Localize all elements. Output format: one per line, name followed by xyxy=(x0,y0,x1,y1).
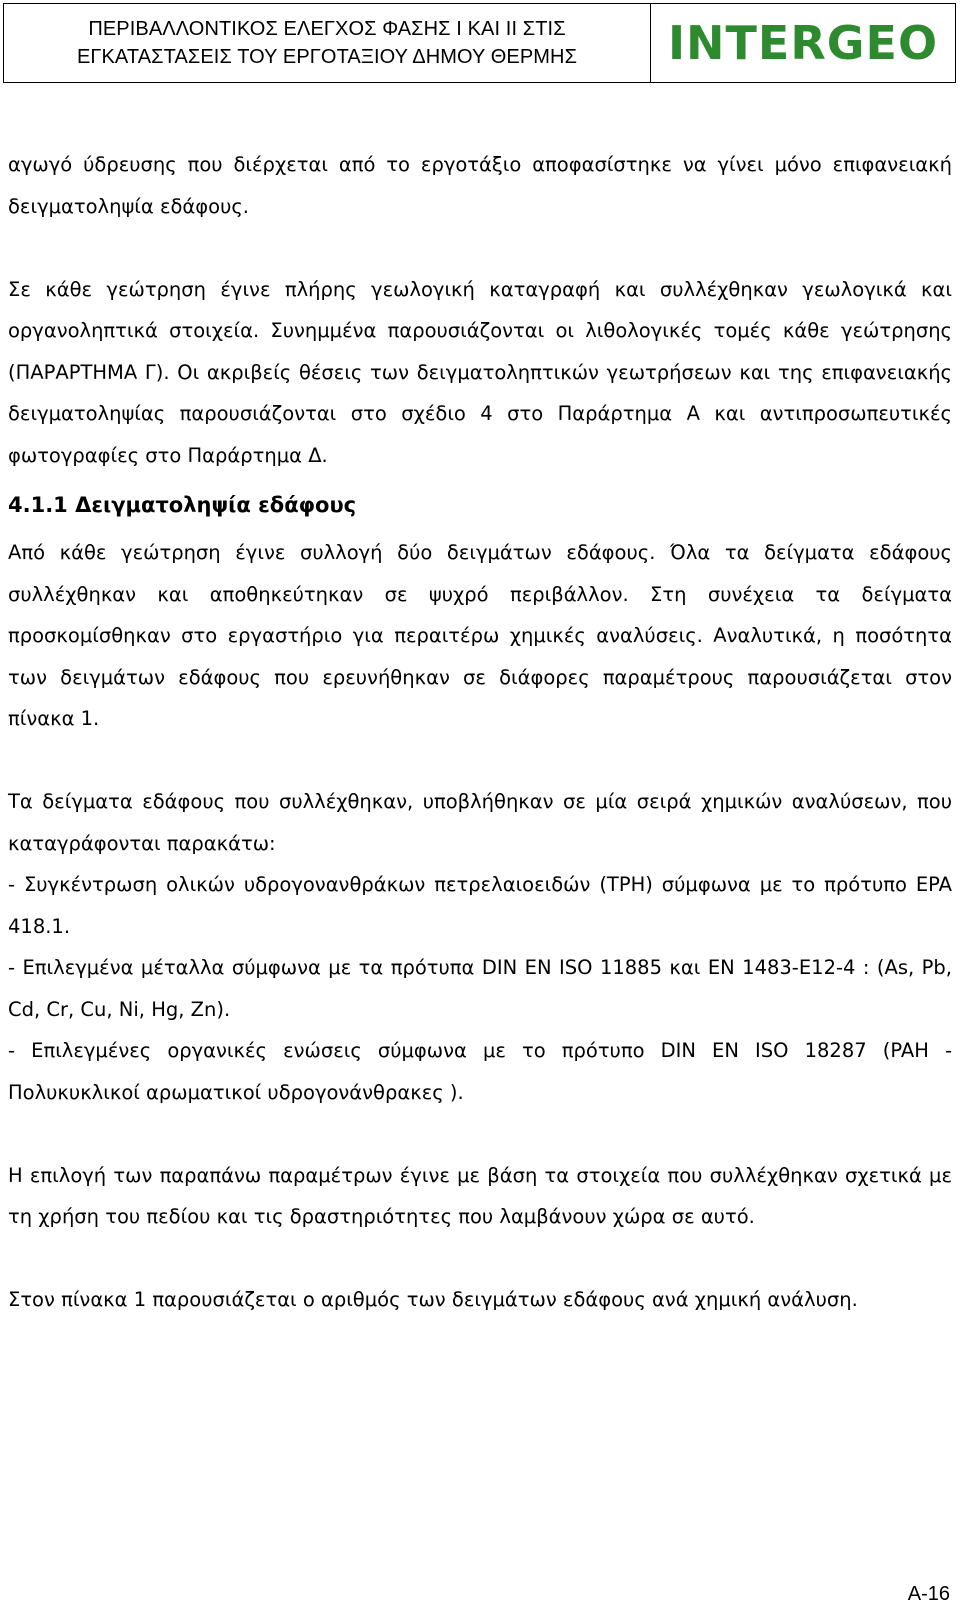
intergeo-logo xyxy=(651,4,955,82)
page-header xyxy=(3,3,956,83)
paragraph-3: Από κάθε γεώτρηση έγινε συλλογή δύο δειγμάτων εδάφους. Όλα τα δείγματα εδάφους συλλέχθηκαν και αποθηκεύτηκαν σε ψυχρό περιβάλλον. Στη συνέχεια τα δείγματα προσκομίσθηκαν στο εργαστήριο για περαιτέρω χημικές αναλύσεις. Αναλυτικά, η ποσότητα των δειγμάτων εδάφους που ερευνήθηκαν σε διάφορες παραμέτρους παρουσιάζεται στον πίνακα 1. xyxy=(8,541,952,730)
logo-text: INTERGEO xyxy=(667,16,939,70)
page-number: A-16 xyxy=(907,1583,950,1605)
paragraph-4: Τα δείγματα εδάφους που συλλέχθηκαν, υποβλήθηκαν σε μία σειρά χημικών αναλύσεων, που καταγράφονται παρακάτω: xyxy=(8,790,952,855)
header-title-line2: ΕΓΚΑΤΑΣΤΑΣΕΙΣ ΤΟΥ ΕΡΓΟΤΑΞΙΟΥ ΔΗΜΟΥ ΘΕΡΜΗΣ xyxy=(76,46,578,68)
list-item-tph: - Συγκέντρωση ολικών υδρογονανθράκων πετρελαιοειδών (TPH) σύμφωνα με το πρότυπο EPA 418.1. xyxy=(8,873,952,938)
header-title-line1: ΠΕΡΙΒΑΛΛΟΝΤΙΚΟΣ ΕΛΕΓΧΟΣ ΦΑΣΗΣ Ι ΚΑΙ ΙΙ ΣΤΙΣ xyxy=(88,18,566,40)
paragraph-5: Η επιλογή των παραπάνω παραμέτρων έγινε με βάση τα στοιχεία που συλλέχθηκαν σχετικά με τη χρήση του πεδίου και τις δραστηριότητες που λαμβάνουν χώρα σε αυτό. xyxy=(8,1163,952,1228)
list-item-metals: - Επιλεγμένα μέταλλα σύμφωνα με τα πρότυπα DIN EN ISO 11885 και EN 1483-E12-4 : (As, Pb, Cd, Cr, Cu, Ni, Hg, Zn). xyxy=(8,956,952,1021)
paragraph-6: Στον πίνακα 1 παρουσιάζεται ο αριθμός των δειγμάτων εδάφους ανά χημική ανάλυση. xyxy=(8,1288,858,1311)
list-item-pah: - Επιλεγμένες οργανικές ενώσεις σύμφωνα με το πρότυπο DIN EN ISO 18287 (PAH - Πολυκυκλικοί αρωματικοί υδρογονάνθρακες ). xyxy=(8,1039,952,1104)
document-body xyxy=(8,144,952,1321)
section-heading: 4.1.1 Δειγματοληψία εδάφους xyxy=(8,493,357,517)
paragraph-1: αγωγό ύδρευσης που διέρχεται από το εργοτάξιο αποφασίστηκε να γίνει μόνο επιφανειακή δειγματοληψία εδάφους. xyxy=(8,153,952,218)
paragraph-2: Σε κάθε γεώτρηση έγινε πλήρης γεωλογική καταγραφή και συλλέχθηκαν γεωλογικά και οργανοληπτικά στοιχεία. Συνημμένα παρουσιάζονται οι λιθολογικές τομές κάθε γεώτρησης (ΠΑΡΑΡΤΗΜΑ Γ). Οι ακριβείς θέσεις των δειγματοληπτικών γεωτρήσεων και της επιφανειακής δειγματοληψίας παρουσιάζονται στο σχέδιο 4 στο Παράρτημα Α και αντιπροσωπευτικές φωτογραφίες στο Παράρτημα Δ. xyxy=(8,277,952,467)
header-title xyxy=(4,4,651,82)
